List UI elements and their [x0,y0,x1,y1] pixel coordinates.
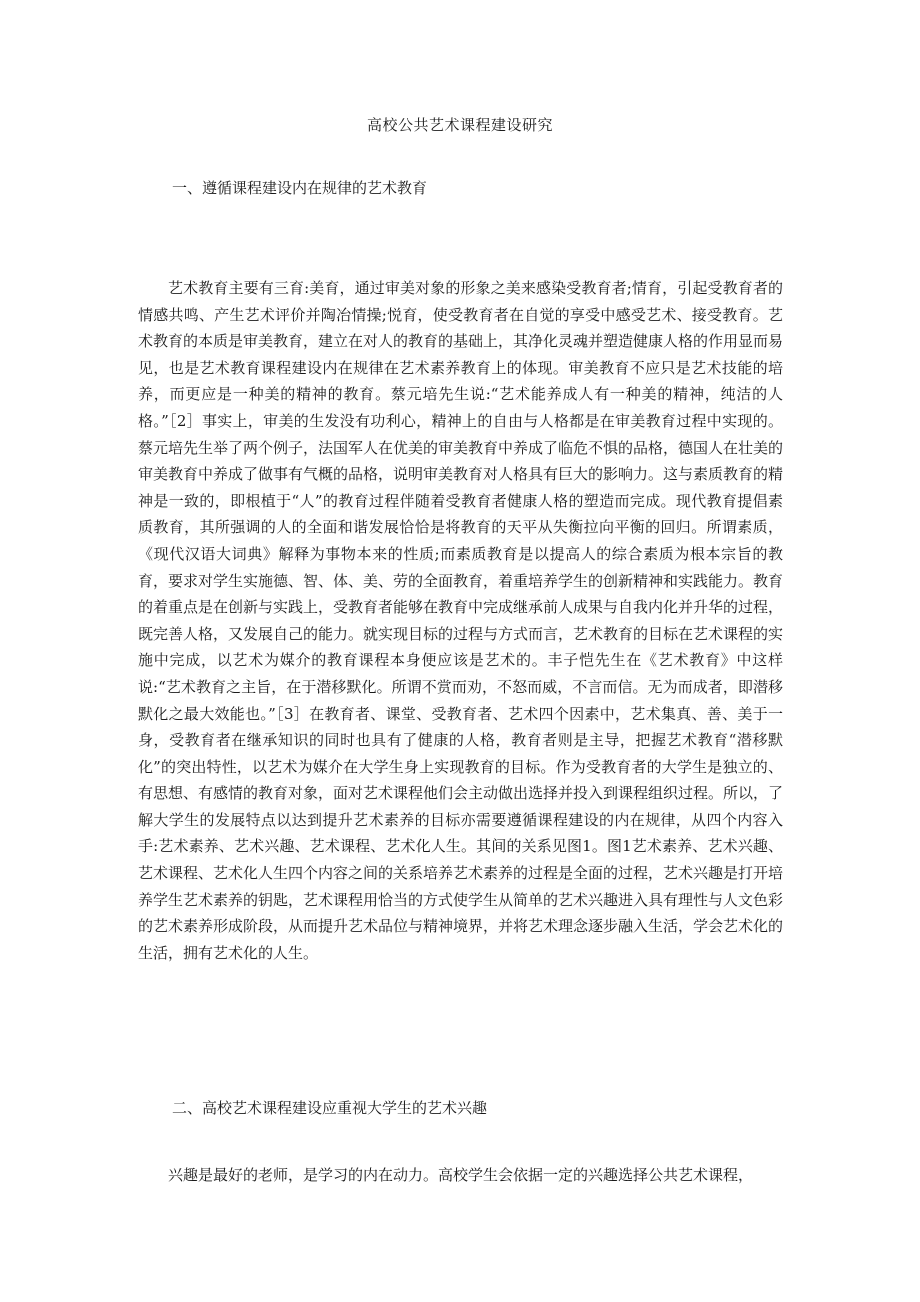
section-paragraph-1: 艺术教育主要有三育:美育，通过审美对象的形象之美来感染受教育者;情育，引起受教育者的情感共鸣、产生艺术评价并陶冶情操;悦育，使受教育者在自觉的享受中感受艺术、接受教育。艺术教育的本质是审美教育，建立在对人的教育的基础上，其净化灵魂并塑造健康人格的作用显而易见，也是艺术教育课程建设内在规律在艺术素养教育上的体现。审美教育不应只是艺术技能的培养，而更应是一种美的精神的教育。蔡元培先生说:“艺术能养成人有一种美的精神，纯洁的人格。”［2］事实上，审美的生发没有功利心，精神上的自由与人格都是在审美教育过程中实现的。蔡元培先生举了两个例子，法国军人在优美的审美教育中养成了临危不惧的品格，德国人在壮美的审美教育中养成了做事有气概的品格，说明审美教育对人格具有巨大的影响力。这与素质教育的精神是一致的，即根植于“人”的教育过程伴随着受教育者健康人格的塑造而完成。现代教育提倡素质教育，其所强调的人的全面和谐发展恰恰是将教育的天平从失衡拉向平衡的回归。所谓素质，《现代汉语大词典》解释为事物本来的性质;而素质教育是以提高人的综合素质为根本宗旨的教育，要求对学生实施德、智、体、美、劳的全面教育，着重培养学生的创新精神和实践能力。教育的着重点是在创新与实践上，受教育者能够在教育中完成继承前人成果与自我内化并升华的过程，既完善人格，又发展自己的能力。就实现目标的过程与方式而言，艺术教育的目标在艺术课程的实施中完成，以艺术为媒介的教育课程本身便应该是艺术的。丰子恺先生在《艺术教育》中这样说:“艺术教育之主旨，在于潜移默化。所谓不赏而劝，不怒而威，不言而信。无为而成者，即潜移默化之最大效能也。”［3］在教育者、课堂、受教育者、艺术四个因素中，艺术集真、善、美于一身，受教育者在继承知识的同时也具有了健康的人格，教育者则是主导，把握艺术教育“潜移默化”的突出特性，以艺术为媒介在大学生身上实现教育的目标。作为受教育者的大学生是独立的、有思想、有感情的教育对象，面对艺术课程他们会主动做出选择并投入到课程组织过程。所以，了解大学生的发展特点以达到提升艺术素养的目标亦需要遵循课程建设的内在规律，从四个内容入手:艺术素养、艺术兴趣、艺术课程、艺术化人生。其间的关系见图1。图1艺术素养、艺术兴趣、艺术课程、艺术化人生四个内容之间的关系培养艺术素养的过程是全面的过程，艺术兴趣是打开培养学生艺术素养的钥匙，艺术课程用恰当的方式使学生从简单的艺术兴趣进入具有理性与人文色彩的艺术素养形成阶段，从而提升艺术品位与精神境界，并将艺术理念逐步融入生活，学会艺术化的生活，拥有艺术化的人生。 [138,279,784,962]
section-heading-1: 一、遵循课程建设内在规律的艺术教育 [172,179,428,197]
section-paragraph-2: 兴趣是最好的老师，是学习的内在动力。高校学生会依据一定的兴趣选择公共艺术课程， [168,1166,754,1184]
section-heading-2: 二、高校艺术课程建设应重视大学生的艺术兴趣 [172,1099,488,1117]
page-title: 高校公共艺术课程建设研究 [366,116,553,134]
